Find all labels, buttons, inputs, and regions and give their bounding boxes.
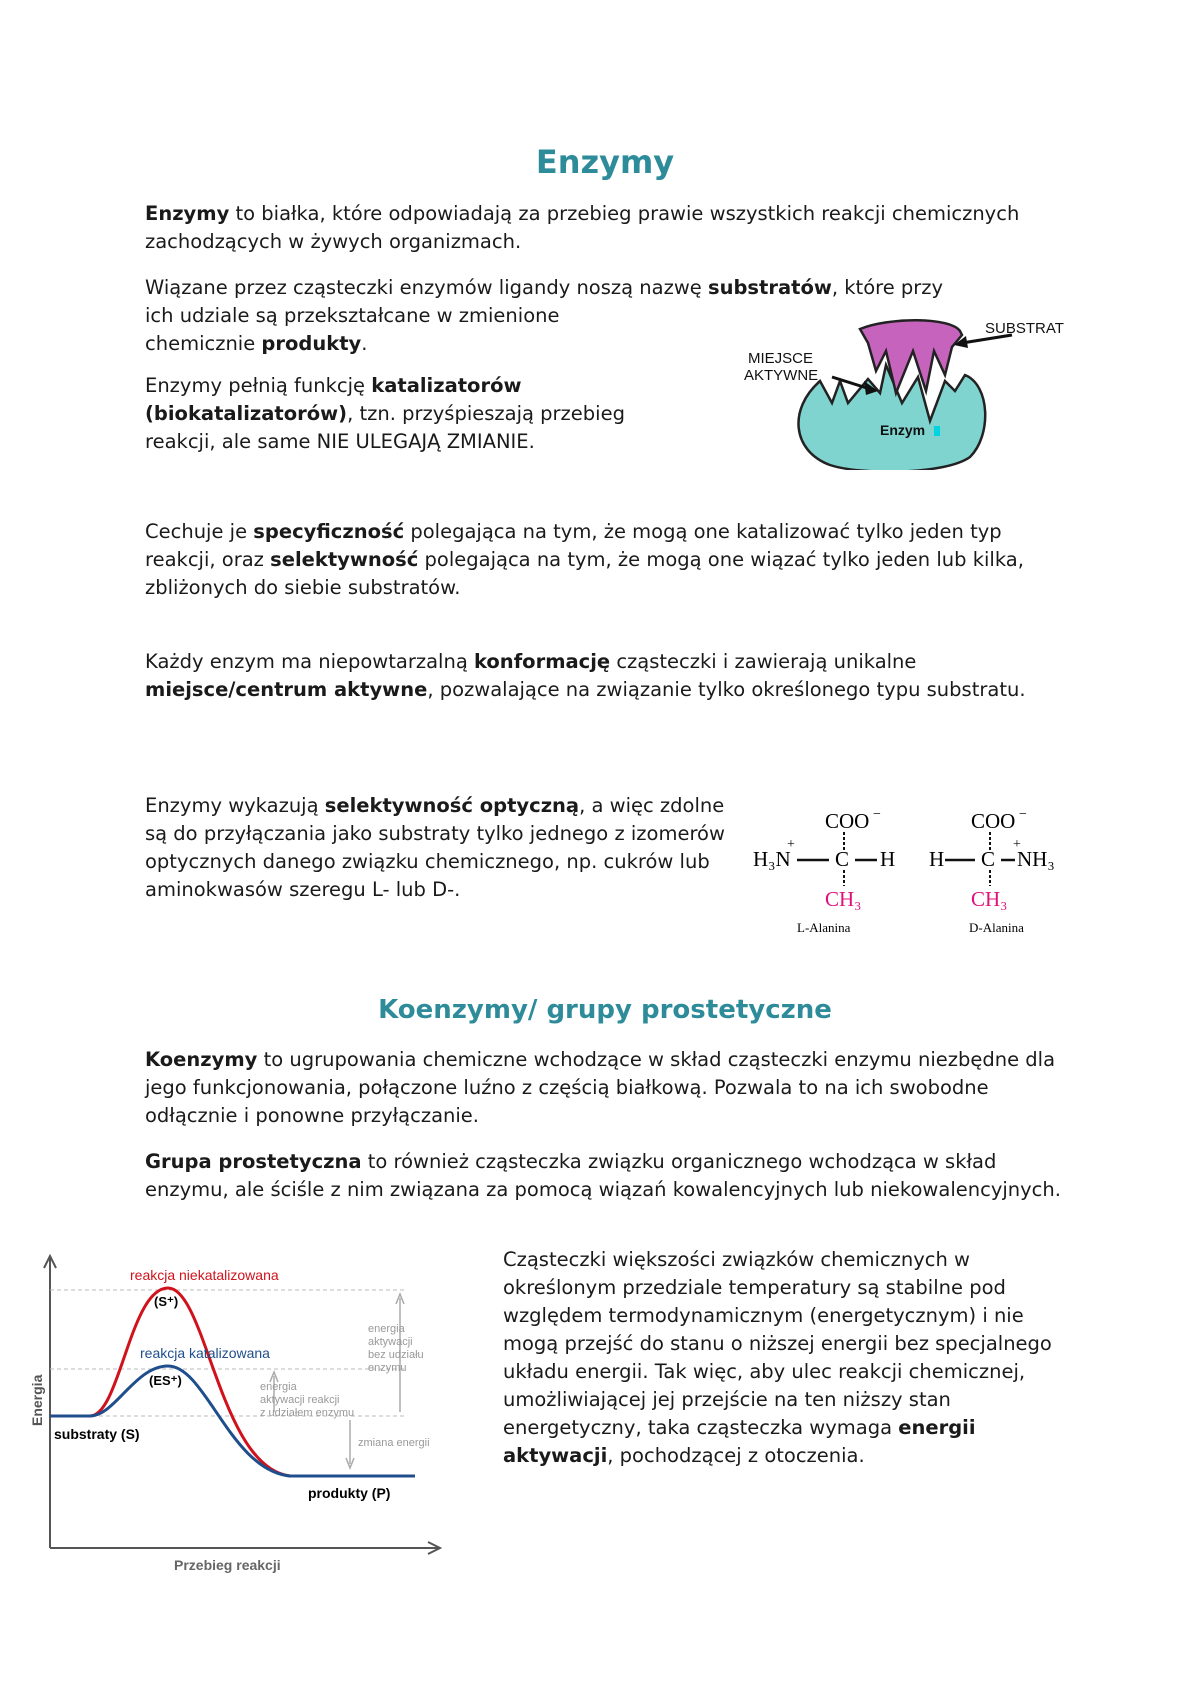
term-substratow: substratów xyxy=(707,276,832,299)
svg-text:enzymu: enzymu xyxy=(368,1362,407,1374)
y-axis-label: Energia xyxy=(29,1374,45,1426)
svg-text:energia: energia xyxy=(260,1381,297,1393)
paragraph-specificity: Cechuje je specyficzność polegająca na tym, że mogą one katalizować tylko jeden typ reakcji, oraz selektywność polegająca na tym, że mogą one wiązać tylko jeden lub kilka, zbliżonych do siebie substratów. xyxy=(145,520,1024,599)
term-energii-aktywacji: energii aktywacji xyxy=(503,1416,976,1467)
paragraph-activation-energy: Cząsteczki większości związków chemicznych w określonym przedziale temperatury są stabilne pod względem termodynamicznym (energetycznym) i nie mogą przejść do stanu o niższej energii bez specjalnego układu energii. Tak więc, aby ulec reakcji chemicznej, umożliwiającej jej przejście na ten niższy stan energetyczny, taka cząsteczka wymaga energii aktywacji, pochodzącej z otoczenia. xyxy=(503,1248,1052,1467)
svg-text:aktywacji reakcji: aktywacji reakcji xyxy=(260,1394,340,1406)
svg-text:H: H xyxy=(880,847,896,871)
svg-text:+: + xyxy=(1013,837,1021,852)
ts-uncatalyzed-label: (S⁺) xyxy=(154,1294,179,1309)
svg-text:+: + xyxy=(787,837,795,852)
energy-change-note: zmiana energii xyxy=(358,1437,430,1449)
section-title-koenzymy: Koenzymy/ grupy prostetyczne xyxy=(378,995,832,1025)
paragraph-coenzymes: Koenzymy to ugrupowania chemiczne wchodzące w skład cząsteczki enzymu niezbędne dla jego funkcjonowania, połączone luźno z częścią białkową. Pozwala to na ich swobodne odłącznie i ponowne przyłączanie. xyxy=(145,1048,1056,1127)
term-katalizatorow: katalizatorów xyxy=(371,374,522,397)
x-axis-label: Przebieg reakcji xyxy=(174,1557,281,1573)
svg-text:aktywacji: aktywacji xyxy=(368,1336,413,1348)
enzym-label-cursor xyxy=(934,426,940,436)
svg-text:H₃N: H₃N xyxy=(753,847,791,871)
miejsce-label: MIEJSCE xyxy=(748,350,814,367)
svg-text:C: C xyxy=(835,847,850,871)
aktywne-label: AKTYWNE xyxy=(744,367,819,384)
svg-text:−: − xyxy=(873,807,881,822)
term-konformacje: konformację xyxy=(473,650,611,673)
alanine-structures-diagram xyxy=(745,800,1075,950)
term-produkty: produkty xyxy=(261,332,362,355)
term-grupa-prostetyczna: Grupa prostetyczna xyxy=(145,1150,362,1173)
term-biokatalizatorow: (biokatalizatorów) xyxy=(145,402,348,425)
svg-text:bez udziału: bez udziału xyxy=(368,1349,424,1361)
svg-text:C: C xyxy=(981,847,996,871)
l-alanine-name: L-Alanina xyxy=(797,920,851,935)
ea-catalyzed-note xyxy=(260,1381,354,1419)
svg-text:CH₃: CH₃ xyxy=(971,887,1008,911)
products-label: produkty (P) xyxy=(308,1485,391,1501)
term-koenzymy: Koenzymy xyxy=(145,1048,258,1071)
svg-text:COO: COO xyxy=(971,809,1016,833)
paragraph-prosthetic-group: Grupa prostetyczna to również cząsteczka związku organicznego wchodząca w skład enzymu, ale ściśle z nim związana za pomocą wiązań kowalencyjnych lub niekowalencyjnych. xyxy=(145,1150,1061,1201)
paragraph-enzymes-definition: Enzymy to białka, które odpowiadają za przebieg prawie wszystkich reakcji chemicznych zachodzących w żywych organizmach. xyxy=(145,202,1020,253)
term-specyficznosc: specyficzność xyxy=(253,520,405,543)
substrates-label: substraty (S) xyxy=(54,1426,140,1442)
paragraph-catalysts: Enzymy pełnią funkcję katalizatorów (biokatalizatorów), tzn. przyśpieszają przebieg reakcji, ale same NIE ULEGAJĄ ZMIANIE. xyxy=(145,374,625,453)
activation-energy-diagram xyxy=(20,1248,450,1578)
term-miejsce-aktywne: miejsce/centrum aktywne xyxy=(145,678,428,701)
svg-text:H: H xyxy=(929,847,945,871)
l-alanine xyxy=(753,807,895,935)
term-selektywnosc-optyczna: selektywność optyczną xyxy=(324,794,580,817)
catalyzed-label: reakcja katalizowana xyxy=(140,1345,270,1361)
term-enzymy: Enzymy xyxy=(145,202,230,225)
ea-uncatalyzed-note xyxy=(368,1323,424,1374)
term-selektywnosc: selektywność xyxy=(270,548,419,571)
svg-text:COO: COO xyxy=(825,809,870,833)
svg-text:−: − xyxy=(1019,807,1027,822)
svg-text:energia: energia xyxy=(368,1323,405,1335)
paragraph-optical-selectivity: Enzymy wykazują selektywność optyczną, a więc zdolne są do przyłączania jako substraty tylko jednego z izomerów optycznych danego związku chemicznego, np. cukrów lub aminokwasów szeregu L- lub D-. xyxy=(145,794,725,901)
substrat-label: SUBSTRAT xyxy=(985,320,1064,337)
enzyme-substrate-diagram xyxy=(740,305,1070,470)
svg-text:z udziałem enzymu: z udziałem enzymu xyxy=(260,1407,355,1419)
page-title: Enzymy xyxy=(535,143,675,181)
d-alanine-name: D-Alanina xyxy=(969,920,1024,935)
paragraph-substrates: Wiązane przez cząsteczki enzymów ligandy noszą nazwę substratów, które przy ich udziale są przekształcane w zmienione chemicznie produkty. xyxy=(145,276,944,355)
paragraph-active-site: Każdy enzym ma niepowtarzalną konformację cząsteczki i zawierają unikalne miejsce/centrum aktywne, pozwalające na związanie tylko określonego typu substratu. xyxy=(145,650,1026,701)
enzym-label: Enzym xyxy=(880,422,926,438)
svg-text:CH₃: CH₃ xyxy=(825,887,862,911)
d-alanine xyxy=(929,807,1055,935)
uncatalyzed-label: reakcja niekatalizowana xyxy=(130,1267,279,1283)
svg-text:NH₃: NH₃ xyxy=(1017,847,1055,871)
ts-catalyzed-label: (ES⁺) xyxy=(149,1373,182,1388)
catalyzed-curve xyxy=(50,1366,415,1476)
